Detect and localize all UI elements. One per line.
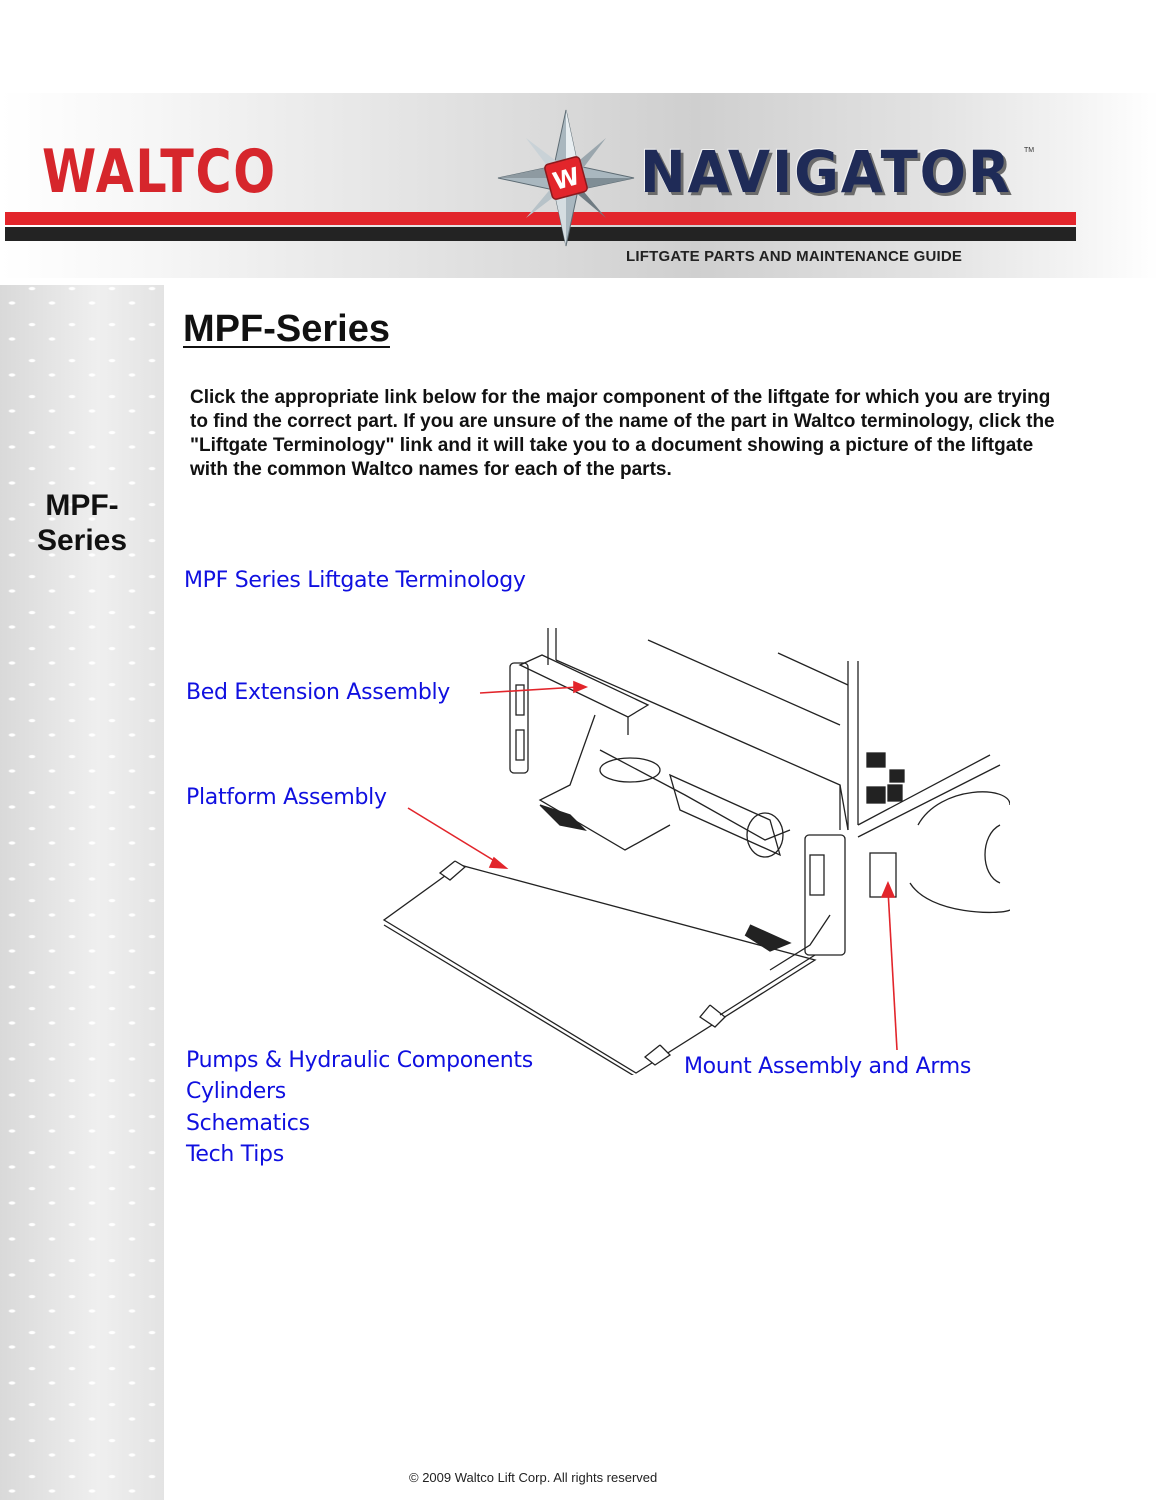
guide-subtitle: LIFTGATE PARTS AND MAINTENANCE GUIDE	[626, 248, 963, 265]
cylinders-link[interactable]: Cylinders	[186, 1079, 286, 1104]
bed-extension-link[interactable]: Bed Extension Assembly	[186, 680, 451, 705]
sidebar-title	[0, 488, 164, 558]
terminology-link[interactable]: MPF Series Liftgate Terminology	[184, 568, 526, 593]
pumps-hydraulic-link[interactable]: Pumps & Hydraulic Components	[186, 1048, 533, 1073]
liftgate-diagram	[370, 625, 1010, 1075]
copyright-footer: © 2009 Waltco Lift Corp. All rights reserved	[409, 1470, 658, 1485]
waltco-logo: WALTCO	[42, 137, 277, 207]
mount-assembly-link[interactable]: Mount Assembly and Arms	[684, 1054, 972, 1079]
intro-paragraph: Click the appropriate link below for the major component of the liftgate for which you are trying to find the correct part. If you are unsure of the name of the part in Waltco terminology, click the "Liftgate Terminology" link and it will take you to a document showing a picture of the liftgate with the common Waltco names for each of the parts.	[190, 387, 1055, 480]
schematics-link[interactable]: Schematics	[186, 1111, 310, 1136]
navigator-logo: NAVIGATOR	[640, 138, 1012, 206]
compass-star-icon	[496, 108, 636, 248]
sidebar	[0, 285, 164, 1500]
platform-assembly-link[interactable]: Platform Assembly	[186, 785, 387, 810]
tech-tips-link[interactable]: Tech Tips	[186, 1142, 284, 1167]
emblem-letter: W	[549, 162, 583, 196]
trademark-mark: TM	[1024, 147, 1035, 154]
sidebar-title-line1: MPF-	[45, 489, 119, 522]
page-title: MPF-Series	[183, 308, 390, 350]
sidebar-title-line2: Series	[36, 524, 128, 557]
